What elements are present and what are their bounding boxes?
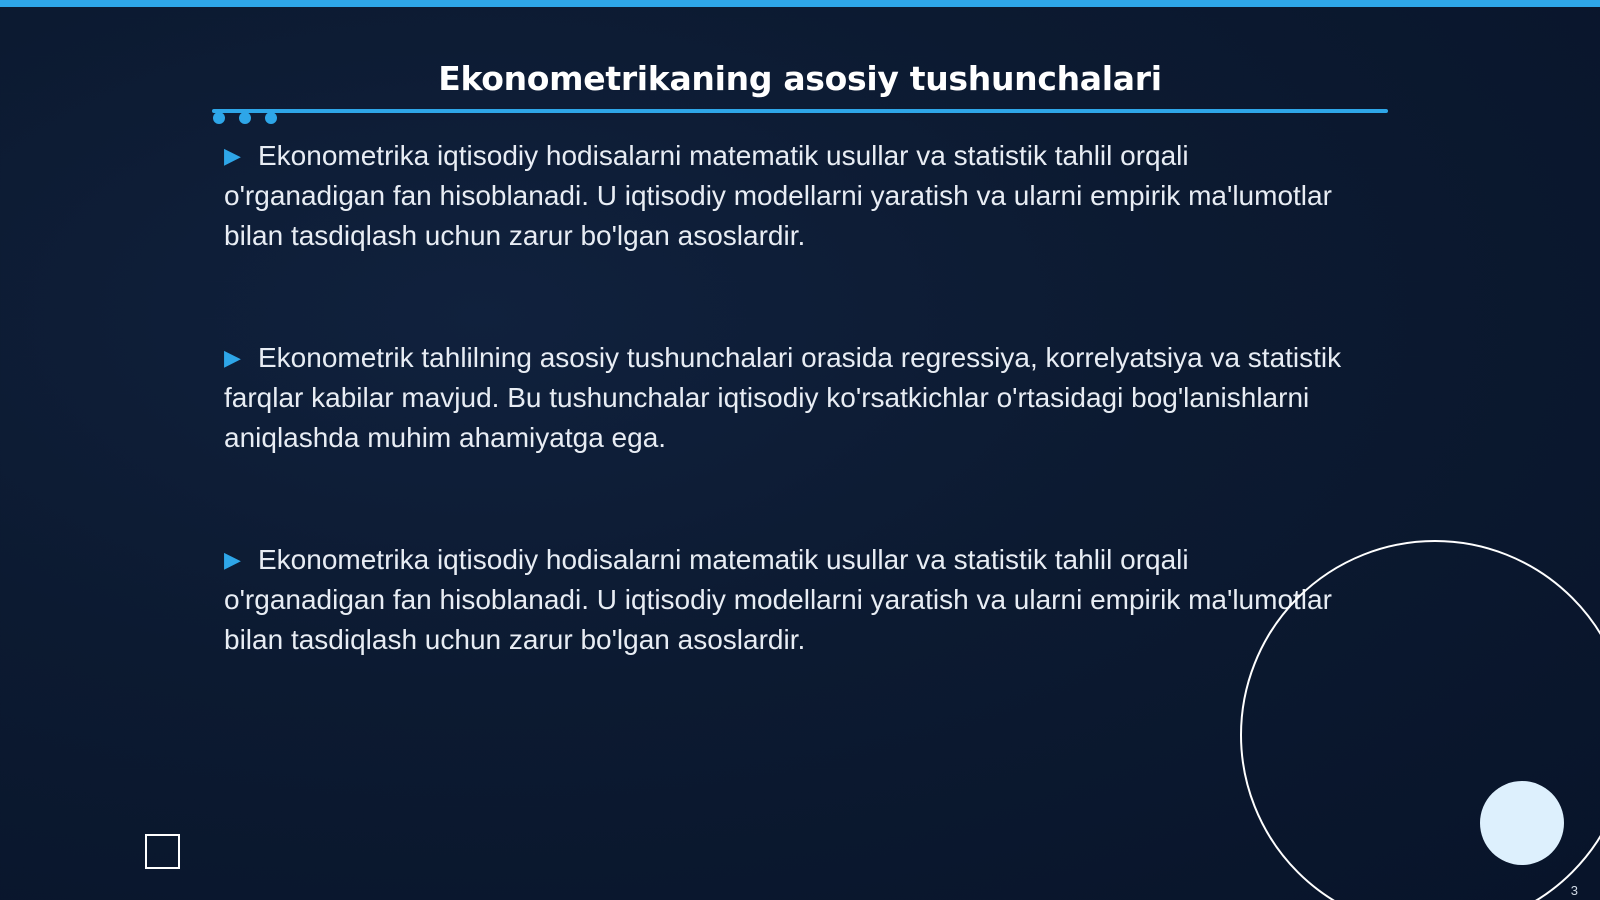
title-underline xyxy=(212,109,1388,113)
bullet-text: Ekonometrika iqtisodiy hodisalarni matematik usullar va statistik tahlil orqali o'rganadigan fan hisoblanadi. U iqtisodiy modellarni yaratish va ularni empirik ma'lumotlar bilan tasdiqlash uchun zarur bo'lgan asoslardir. xyxy=(224,140,1332,251)
accent-dot xyxy=(213,112,225,124)
triangle-right-icon: ▶ xyxy=(224,547,241,572)
outline-square-decoration xyxy=(145,834,180,869)
bullet-item xyxy=(224,338,1354,458)
bullet-list xyxy=(224,136,1354,660)
triangle-right-icon: ▶ xyxy=(224,345,241,370)
bullet-text: Ekonometrika iqtisodiy hodisalarni matematik usullar va statistik tahlil orqali o'rganadigan fan hisoblanadi. U iqtisodiy modellarni yaratish va ularni empirik ma'lumotlar bilan tasdiqlash uchun zarur bo'lgan asoslardir. xyxy=(224,544,1332,655)
bullet-item xyxy=(224,540,1354,660)
accent-dot xyxy=(265,112,277,124)
triangle-right-icon: ▶ xyxy=(224,143,241,168)
page-number: 3 xyxy=(1570,883,1578,898)
filled-circle-decoration xyxy=(1480,781,1564,865)
top-accent-bar xyxy=(0,0,1600,7)
accent-dot xyxy=(239,112,251,124)
bullet-text: Ekonometrik tahlilning asosiy tushunchalari orasida regressiya, korrelyatsiya va statistik farqlar kabilar mavjud. Bu tushunchalar iqtisodiy ko'rsatkichlar o'rtasidagi bog'lanishlarni aniqlashda muhim ahamiyatga ega. xyxy=(224,342,1342,453)
slide-title: Ekonometrikaning asosiy tushunchalari xyxy=(438,59,1162,98)
bullet-item xyxy=(224,136,1354,256)
